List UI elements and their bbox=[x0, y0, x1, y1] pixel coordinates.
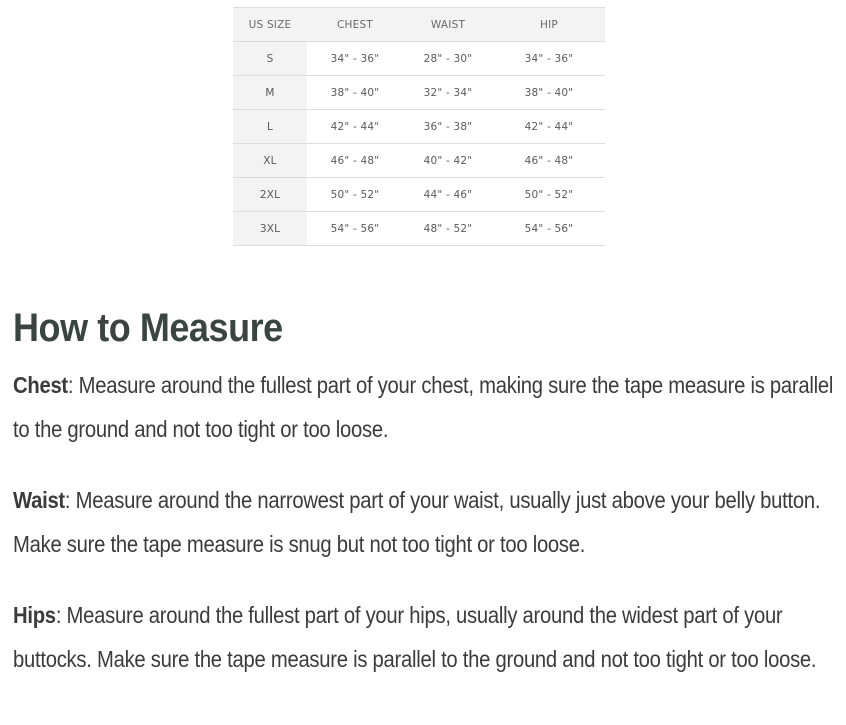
header-waist: WAIST bbox=[403, 8, 493, 42]
chest-cell: 54" - 56" bbox=[307, 212, 403, 246]
how-to-measure-heading: How to Measure bbox=[13, 306, 283, 350]
waist-cell: 48" - 52" bbox=[403, 212, 493, 246]
header-us-size: US SIZE bbox=[233, 8, 307, 42]
header-chest: CHEST bbox=[307, 8, 403, 42]
hips-term: Hips bbox=[13, 602, 56, 628]
waist-separator: : bbox=[64, 487, 71, 513]
table-row bbox=[233, 178, 605, 212]
header-hip: HIP bbox=[493, 8, 605, 42]
size-cell: M bbox=[233, 76, 307, 110]
hips-separator: : bbox=[55, 602, 62, 628]
size-cell: S bbox=[233, 42, 307, 76]
table-row bbox=[233, 42, 605, 76]
chest-cell: 46" - 48" bbox=[307, 144, 403, 178]
size-cell: 2XL bbox=[233, 178, 307, 212]
waist-instruction bbox=[13, 478, 838, 566]
waist-cell: 28" - 30" bbox=[403, 42, 493, 76]
waist-cell: 44" - 46" bbox=[403, 178, 493, 212]
waist-term: Waist bbox=[13, 487, 65, 513]
size-chart-table bbox=[233, 7, 605, 246]
chest-cell: 34" - 36" bbox=[307, 42, 403, 76]
hips-instruction bbox=[13, 593, 838, 681]
hip-cell: 34" - 36" bbox=[493, 42, 605, 76]
waist-text: Measure around the narrowest part of your waist, usually just above your belly button. Make sure the tape measure is snug but not too tight or too loose. bbox=[13, 487, 821, 557]
waist-cell: 36" - 38" bbox=[403, 110, 493, 144]
hips-text: Measure around the fullest part of your hips, usually around the widest part of your buttocks. Make sure the tape measure is parallel to the ground and not too tight or too loose. bbox=[13, 602, 817, 672]
table-row bbox=[233, 212, 605, 246]
table-header-row bbox=[233, 8, 605, 42]
chest-cell: 38" - 40" bbox=[307, 76, 403, 110]
hip-cell: 54" - 56" bbox=[493, 212, 605, 246]
size-cell: XL bbox=[233, 144, 307, 178]
how-to-measure-section bbox=[13, 300, 838, 681]
hip-cell: 50" - 52" bbox=[493, 178, 605, 212]
chest-cell: 42" - 44" bbox=[307, 110, 403, 144]
chest-term: Chest bbox=[13, 372, 68, 398]
table-row bbox=[233, 144, 605, 178]
size-cell: L bbox=[233, 110, 307, 144]
chest-text: Measure around the fullest part of your chest, making sure the tape measure is parallel to the ground and not too tight or too loose. bbox=[13, 372, 834, 442]
table-row bbox=[233, 76, 605, 110]
hip-cell: 46" - 48" bbox=[493, 144, 605, 178]
waist-cell: 40" - 42" bbox=[403, 144, 493, 178]
chest-instruction bbox=[13, 363, 838, 451]
chest-separator: : bbox=[67, 372, 74, 398]
size-chart bbox=[233, 7, 605, 246]
size-cell: 3XL bbox=[233, 212, 307, 246]
chest-cell: 50" - 52" bbox=[307, 178, 403, 212]
waist-cell: 32" - 34" bbox=[403, 76, 493, 110]
hip-cell: 38" - 40" bbox=[493, 76, 605, 110]
table-row bbox=[233, 110, 605, 144]
hip-cell: 42" - 44" bbox=[493, 110, 605, 144]
